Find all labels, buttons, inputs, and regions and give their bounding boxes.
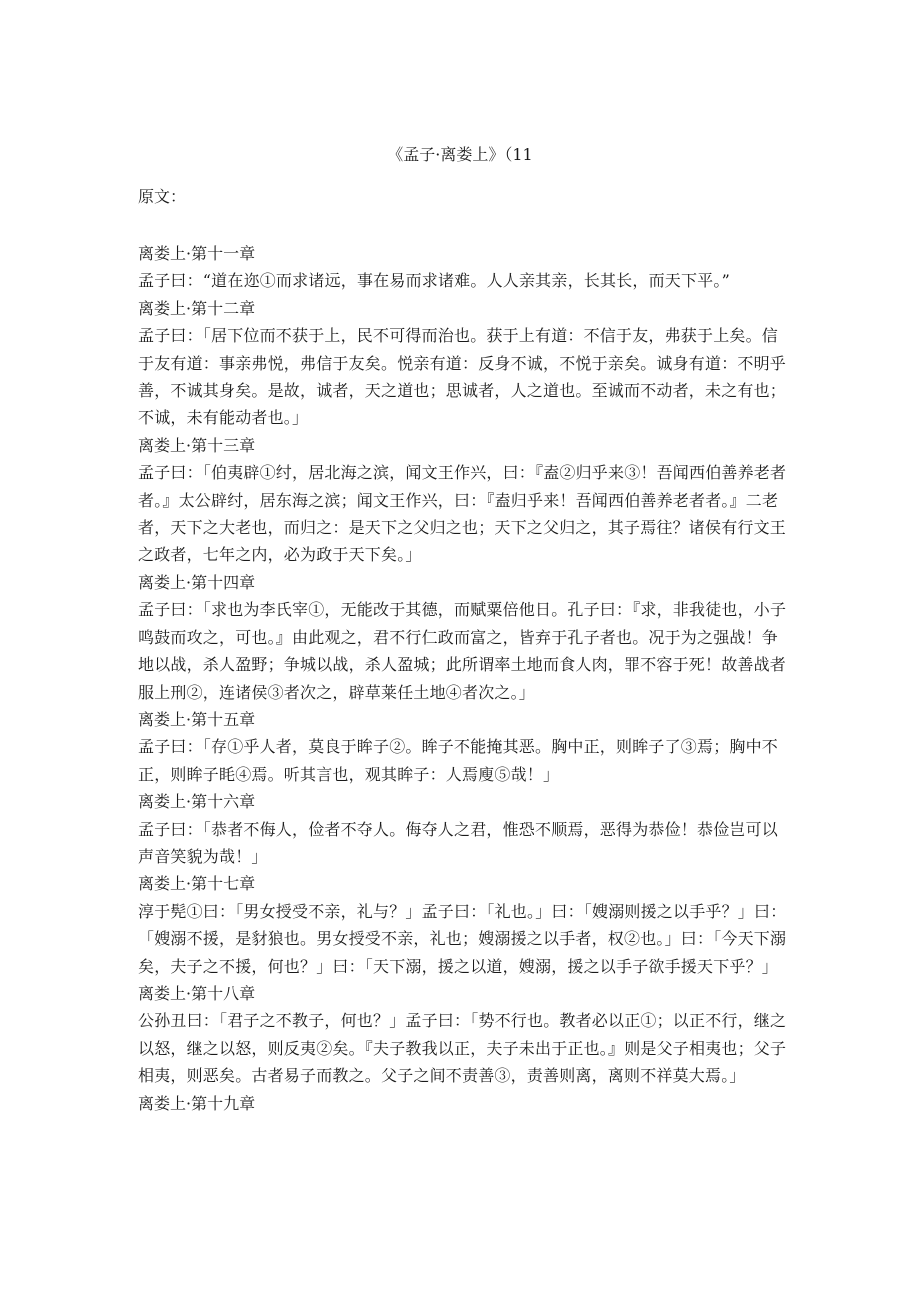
chapter-text: 孟子曰：「求也为李氏宰①，无能改于其德，而赋粟倍他日。孔子曰：『求，非我徒也，小子鸣鼓而攻之，可也。』由此观之，君不行仁政而富之，皆弃于孔子者也。况于为之强战！争地以战，杀人盈野；争城以战，杀人盈城；此所谓率土地而食人肉，罪不容于死！故善战者服上刑②，连诸侯③者次之，辟草莱任土地④者次之。」 [138, 600, 787, 702]
chapter-heading: 离娄上·第十六章 [138, 792, 256, 812]
chapter-heading: 离娄上·第十五章 [138, 709, 256, 729]
chapter-heading: 离娄上·第十四章 [138, 572, 256, 592]
chapter-heading: 离娄上·第十八章 [138, 983, 256, 1003]
chapter-text: 孟子曰：“道在迩①而求诸远，事在易而求诸难。人人亲其亲，长其长，而天下平。” [138, 271, 730, 291]
document-title: 《孟子·离娄上》（11 [387, 145, 533, 164]
chapter-text: 孟子曰：「恭者不侮人，俭者不夺人。侮夺人之君，惟恐不顺焉，恶得为恭俭！恭俭岂可以声音笑貌为哉！」 [138, 819, 779, 866]
chapter-heading: 离娄上·第十九章 [138, 1093, 256, 1113]
section-label: 原文： [138, 187, 187, 206]
chapter-heading: 离娄上·第十三章 [138, 435, 256, 455]
document-body [138, 240, 790, 1117]
chapter-text: 孟子曰：「伯夷辟①纣，居北海之滨，闻文王作兴，曰：『盍②归乎来③！吾闻西伯善养老者者。』太公辟纣，居东海之滨；闻文王作兴，曰：『盍归乎来！吾闻西伯善养老者者。』二老者，天下之大老也，而归之：是天下之父归之也；天下之父归之，其子焉往？诸侯有行文王之政者，七年之内，必为政于天下矣。」 [138, 463, 787, 565]
chapter-heading: 离娄上·第十二章 [138, 298, 256, 318]
chapter-text: 公孙丑曰：「君子之不教子，何也？」孟子曰：「势不行也。教者必以正①；以正不行，继之以怒，继之以怒，则反夷②矣。『夫子教我以正，夫子未出于正也。』则是父子相夷也；父子相夷，则恶矣。古者易子而教之。父子之间不责善③，责善则离，离则不祥莫大焉。」 [138, 1011, 787, 1086]
chapter-text: 孟子曰：「存①乎人者，莫良于眸子②。眸子不能掩其恶。胸中正，则眸子了③焉；胸中不正，则眸子眊④焉。听其言也，观其眸子：人焉廋⑤哉！」 [138, 737, 779, 784]
chapter-text: 淳于髡①曰：「男女授受不亲，礼与？」孟子曰：「礼也。」曰：「嫂溺则援之以手乎？」曰：「嫂溺不援，是豺狼也。男女授受不亲，礼也；嫂溺援之以手者，权②也。」曰：「今天下溺矣，夫子之不援，何也？」曰：「天下溺，援之以道，嫂溺，援之以手子欲手援天下乎？」 [138, 901, 787, 976]
chapter-heading: 离娄上·第十一章 [138, 244, 256, 263]
chapter-heading: 离娄上·第十七章 [138, 874, 256, 894]
chapter-text: 孟子曰：「居下位而不获于上，民不可得而治也。获于上有道：不信于友，弗获于上矣。信于友有道：事亲弗悦，弗信于友矣。悦亲有道：反身不诚，不悦于亲矣。诚身有道：不明乎善，不诚其身矣。是故，诚者，天之道也；思诚者，人之道也。至诚而不动者，未之有也；不诚，未有能动者也。」 [138, 326, 787, 428]
